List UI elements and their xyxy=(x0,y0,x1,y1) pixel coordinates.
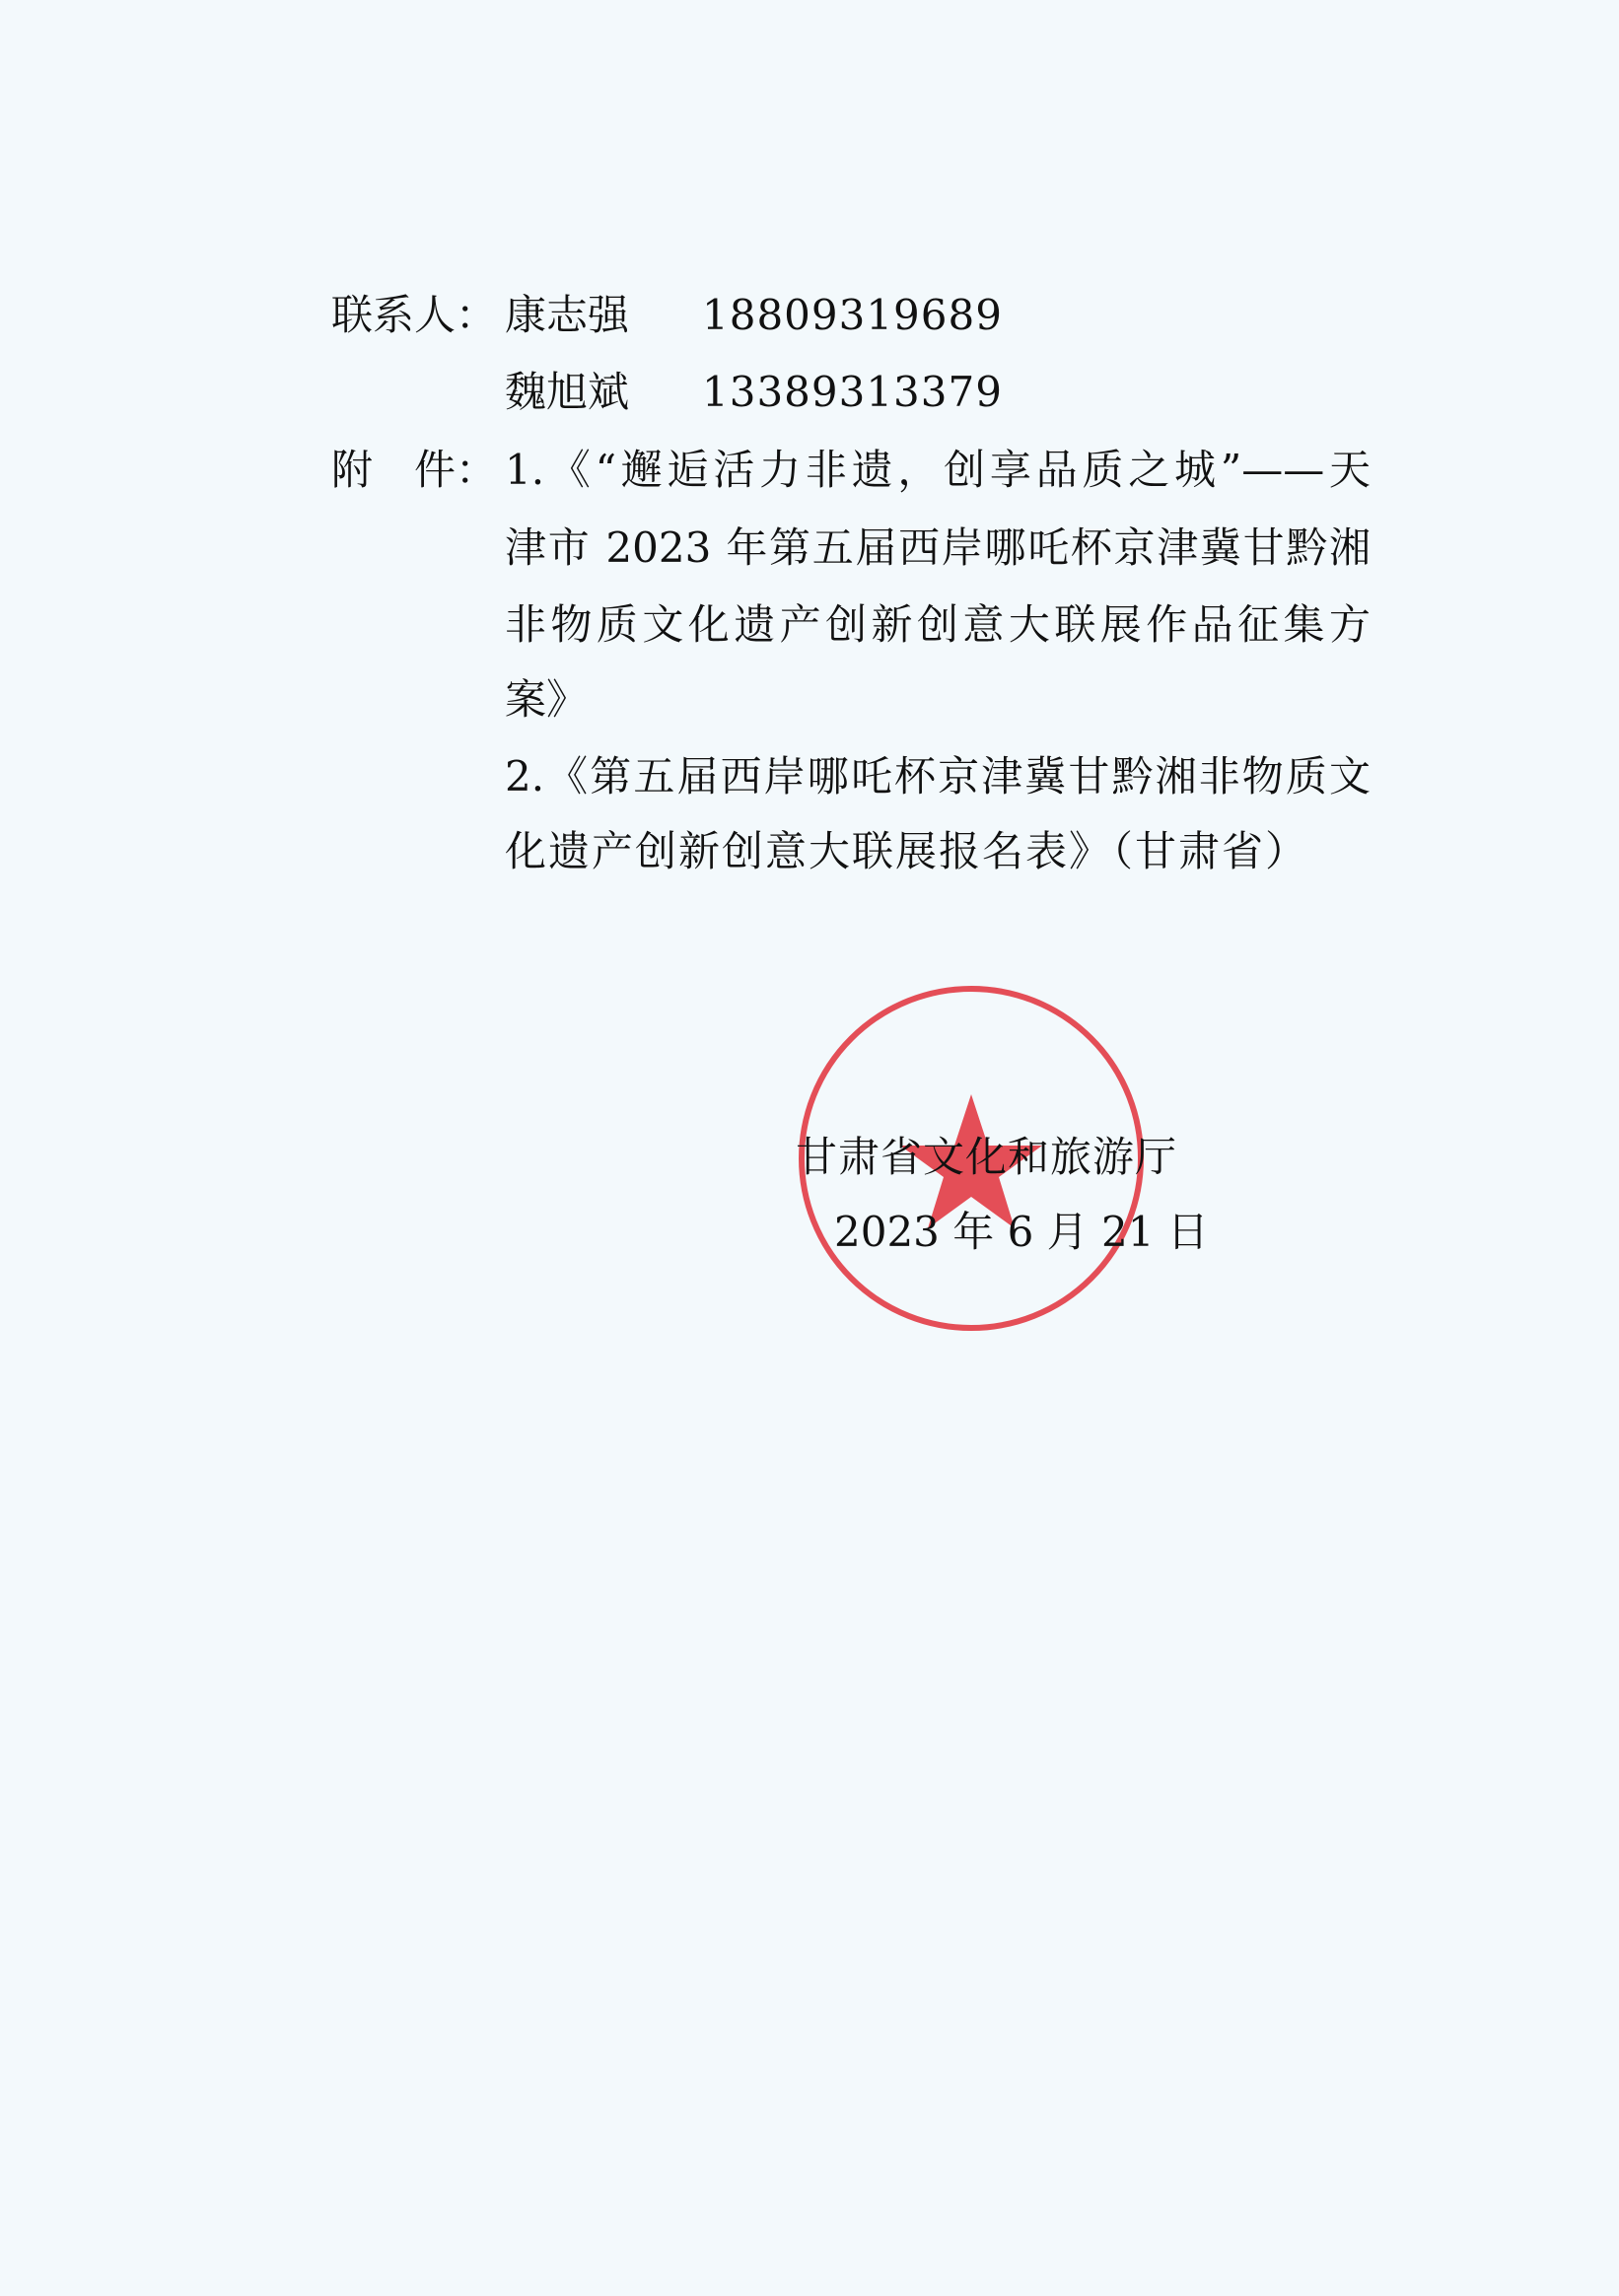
issue-date: 2023 年 6 月 21 日 xyxy=(834,1208,1209,1256)
attachment-line: 津市 2023 年第五届西岸哪吒杯京津冀甘黔湘 xyxy=(505,523,1371,572)
attachment-line: 案》 xyxy=(505,675,589,724)
contact-phone: 13389313379 xyxy=(702,368,1003,416)
attachment-line: 化遗产创新创意大联展报名表》（甘肃省） xyxy=(505,827,1309,875)
contact-phone: 18809319689 xyxy=(702,291,1003,339)
contact-name: 康志强 xyxy=(505,291,630,339)
contacts-label: 联系人： xyxy=(331,291,498,339)
attachment-line: 2.《第五届西岸哪吒杯京津冀甘黔湘非物质文 xyxy=(505,752,1371,800)
attachment-line: 非物质文化遗产创新创意大联展作品征集方 xyxy=(505,600,1371,649)
attachments-label: 附 件： xyxy=(331,446,498,494)
contact-name: 魏旭斌 xyxy=(505,368,630,416)
issuing-organization: 甘肃省文化和旅游厅 xyxy=(796,1133,1178,1181)
attachment-line: 1.《“邂逅活力非遗，创享品质之城”——天 xyxy=(505,446,1371,494)
